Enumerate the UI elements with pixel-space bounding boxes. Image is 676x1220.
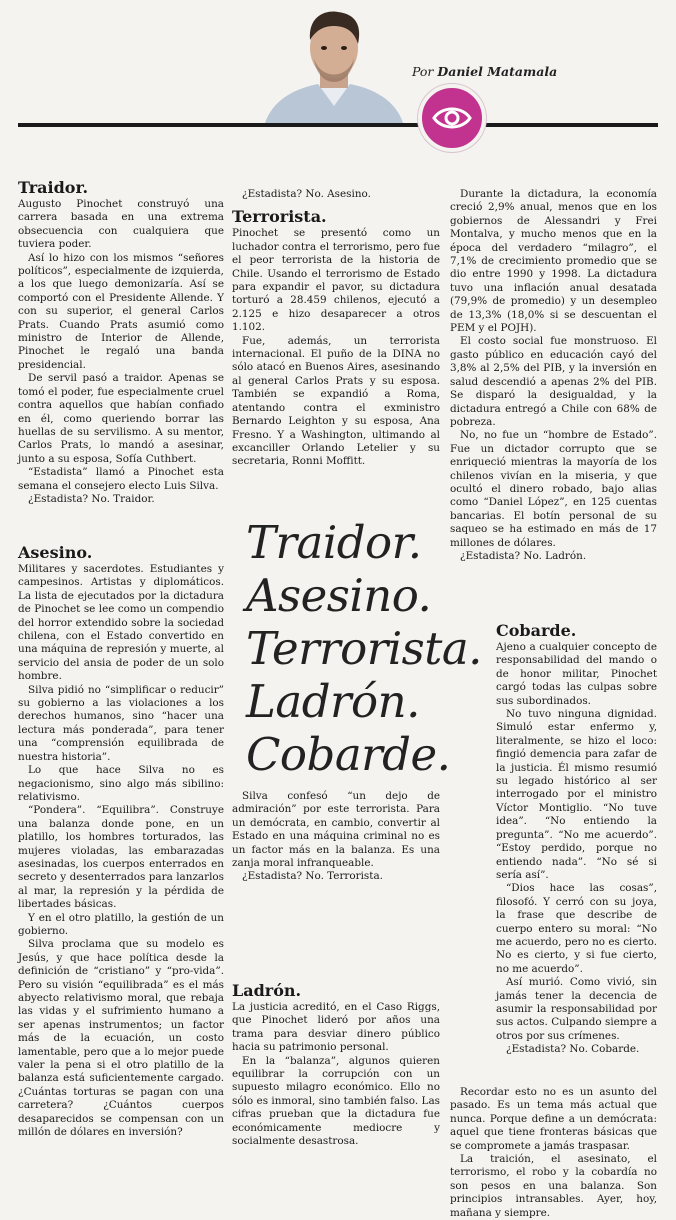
paragraph: Silva proclama que su modelo es Jesús, y que hace política desde la definición de “cristiano” y “pro-vida”. Pero su visión “equilibrada” es el más abyecto relativismo moral, que rebaja las vidas y el sufrimiento humano a ser apenas instrumentos; un factor más de la ecuación, un costo lamentable, pero que a lo mejor puede valer la pena si el otro platillo de la balanza está suficientemente cargado. ¿Cuántas torturas se pagan con una carretera? ¿Cuántos cuerpos desaparecidos se compensan con un millón de dólares en inversión?	[18, 938, 224, 1139]
paragraph: Pinochet se presentó como un luchador contra el terrorismo, pero fue el peor terrorista de la historia de Chile. Usando el terrorismo de Estado para expandir el pavor, su dictadura torturó a 28.459 chilenos, ejecutó a 2.125 e hizo desaparecer a otros 1.102.	[232, 227, 440, 334]
paragraph: La justicia acreditó, en el Caso Riggs, que Pinochet lideró por años una trama para desviar dinero público hacia su patrimonio personal.	[232, 1001, 440, 1054]
section-ladron	[232, 981, 440, 1148]
byline-author: Daniel Matamala	[437, 64, 558, 79]
pull-quote-line: Ladrón.	[246, 675, 420, 728]
paragraph: Así murió. Como vivió, sin jamás tener la decencia de asumir la responsabilidad por sus actos. Culpando siempre a otros por sus crímenes.	[496, 976, 657, 1042]
byline	[412, 64, 557, 79]
paragraph: No, no fue un “hombre de Estado”. Fue un dictador corrupto que se enriqueció mientras la mayoría de los chilenos vivían en la miseria, y que ocultó el dinero robado, bajo alias como “Daniel López”, en 125 cuentas bancarias. El botín personal de su saqueo se ha estimado en más de 17 millones de dólares.	[450, 429, 657, 549]
section-traidor	[18, 178, 224, 506]
pull-quote-line: Cobarde.	[246, 728, 451, 781]
byline-prefix: Por	[412, 64, 434, 79]
page-header	[0, 0, 676, 130]
paragraph: Recordar esto no es un asunto del pasado. Es un tema más actual que nunca. Porque define a un demócrata: aquel que tiene fronteras básicas que se compromete a jamás traspasar.	[450, 1086, 657, 1152]
eye-icon	[422, 88, 482, 148]
pull-quote-line: Terrorista.	[246, 622, 482, 675]
header-rule	[18, 123, 658, 127]
paragraph: Y en el otro platillo, la gestión de un gobierno.	[18, 911, 224, 937]
paragraph: En la “balanza”, algunos quieren equilibrar la corrupción con un supuesto milagro económico. Ello no sólo es inmoral, sino también falso. Las cifras prueban que la dictadura fue económicamente mediocre y socialmente desastrosa.	[232, 1054, 440, 1148]
paragraph: Augusto Pinochet construyó una carrera basada en una extrema obsecuencia con cualquiera que tuviera poder.	[18, 198, 224, 251]
paragraph: Silva pidió no “simplificar o reducir” su gobierno a las violaciones a los derechos humanos, sino “hacer una lectura más ponderada”, para tener una “comprensión equilibrada de nuestra historia”.	[18, 683, 224, 763]
eye-badge	[418, 84, 486, 152]
paragraph: El costo social fue monstruoso. El gasto público en educación cayó del 3,8% al 2,5% del PIB, y la inversión en salud descendió a apenas 2% del PIB. Se disparó la desigualdad, y la dictadura entregó a Chile con 68% de pobreza.	[450, 335, 657, 428]
paragraph: Lo que hace Silva no es negacionismo, sino algo más sibilino: relativismo.	[18, 764, 224, 803]
paragraph: Fue, además, un terrorista internacional. El puño de la DINA no sólo atacó en Buenos Aires, asesinando al general Carlos Prats y su esposa. También se expandió a Roma, atentando contra el exministro Bernardo Leighton y su esposa, Ana Fresno. Y a Washington, ultimando al excanciller Orlando Letelier y su secretaria, Ronni Moffitt.	[232, 334, 440, 468]
author-portrait	[258, 6, 408, 126]
paragraph: Durante la dictadura, la economía creció 2,9% anual, menos que en los gobiernos de Alessandri y Frei Montalva, y mucho menos que en la época del verdadero “milagro”, el 7,1% de crecimiento promedio que se dio entre 1990 y 1998. La dictadura tuvo una inflación anual desatada (79,9% de promedio) y un desempleo de 13,3% (18,0% si se descuentan el PEM y el POJH).	[450, 188, 657, 335]
paragraph: ¿Estadista? No. Asesino.	[242, 188, 371, 200]
heading-ladron: Ladrón.	[232, 981, 302, 1000]
paragraph: “Estadista” llamó a Pinochet esta semana el consejero electo Luis Silva.	[18, 466, 224, 492]
paragraph: Militares y sacerdotes. Estudiantes y campesinos. Artistas y diplomáticos. La lista de ejecutados por la dictadura de Pinochet se lee como un compendio del horror extendido sobre la sociedad chilena, con el Estado convertido en una máquina de represión y muerte, al servicio del ansia de poder de un solo hombre.	[18, 563, 224, 683]
paragraph: ¿Estadista? No. Cobarde.	[506, 1043, 640, 1056]
section-asesino	[18, 543, 224, 1139]
heading-cobarde: Cobarde.	[496, 621, 577, 640]
paragraph: ¿Estadista? No. Ladrón.	[460, 549, 587, 562]
heading-traidor: Traidor.	[18, 178, 89, 197]
paragraph: “Pondera”. “Equilibra”. Construye una balanza donde pone, en un platillo, los hombres torturados, las mujeres violadas, las embarazadas asesinadas, los cuerpos enterrados en secreto y desenterrados para lanzarlos al mar, la represión y la pérdida de libertades básicas.	[18, 804, 224, 911]
section-terrorista	[232, 188, 440, 469]
paragraph: Ajeno a cualquier concepto de responsabilidad del mando o de honor militar, Pinochet cargó todas las culpas sobre sus subordinados.	[496, 641, 657, 707]
paragraph: Silva confesó “un dejo de admiración” por este terrorista. Para un demócrata, en cambio, convertir al Estado en una máquina criminal no es un factor más en la balanza. Es una zanja moral infranqueable.	[232, 790, 440, 870]
paragraph: ¿Estadista? No. Terrorista.	[242, 870, 383, 883]
paragraph: De servil pasó a traidor. Apenas se tomó el poder, fue especialmente cruel contra aquellos que habían confiado en él, como queriendo borrar las huellas de su servilismo. A su mentor, Carlos Prats, lo mandó a asesinar, junto a su esposa, Sofía Cuthbert.	[18, 372, 224, 465]
paragraph: ¿Estadista? No. Traidor.	[28, 492, 155, 505]
section-cobarde	[496, 621, 657, 1057]
section-ladron-cont	[450, 188, 657, 563]
pull-quote-line: Traidor.	[246, 516, 422, 569]
paragraph: La traición, el asesinato, el terrorismo, el robo y la cobardía no son pesos en una balanza. Son principios intransables. Ayer, hoy, mañana y siempre.	[450, 1153, 657, 1219]
paragraph: “Dios hace las cosas”, filosofó. Y cerró con su joya, la frase que describe de cuerpo entero su moral: “No me acuerdo, pero no es cierto. No es cierto, y si fue cierto, no me acuerdo”.	[496, 882, 657, 975]
pull-quote-line: Asesino.	[246, 569, 432, 622]
paragraph: Así lo hizo con los mismos “señores políticos”, especialmente de izquierda, a los que luego demonizaría. Así se comportó con el Presidente Allende. Y con su superior, el general Carlos Prats. Cuando Prats asumió como ministro de Interior de Allende, Pinochet le regaló una banda presidencial.	[18, 251, 224, 371]
paragraph: No tuvo ninguna dignidad. Simuló estar enfermo y, literalmente, se hizo el loco: fingió demencia para zafar de la justicia. Él mismo resumió su legado histórico al ser interrogado por el ministro Víctor Montiglio. “No tuve idea”. “No entiendo la pregunta”. “No me acuerdo”. “Estoy perdido, porque no entiendo nada”. “No sé si sería así”.	[496, 708, 657, 881]
heading-terrorista: Terrorista.	[232, 207, 327, 227]
section-terrorista-cont	[232, 790, 440, 884]
heading-asesino: Asesino.	[18, 543, 93, 562]
